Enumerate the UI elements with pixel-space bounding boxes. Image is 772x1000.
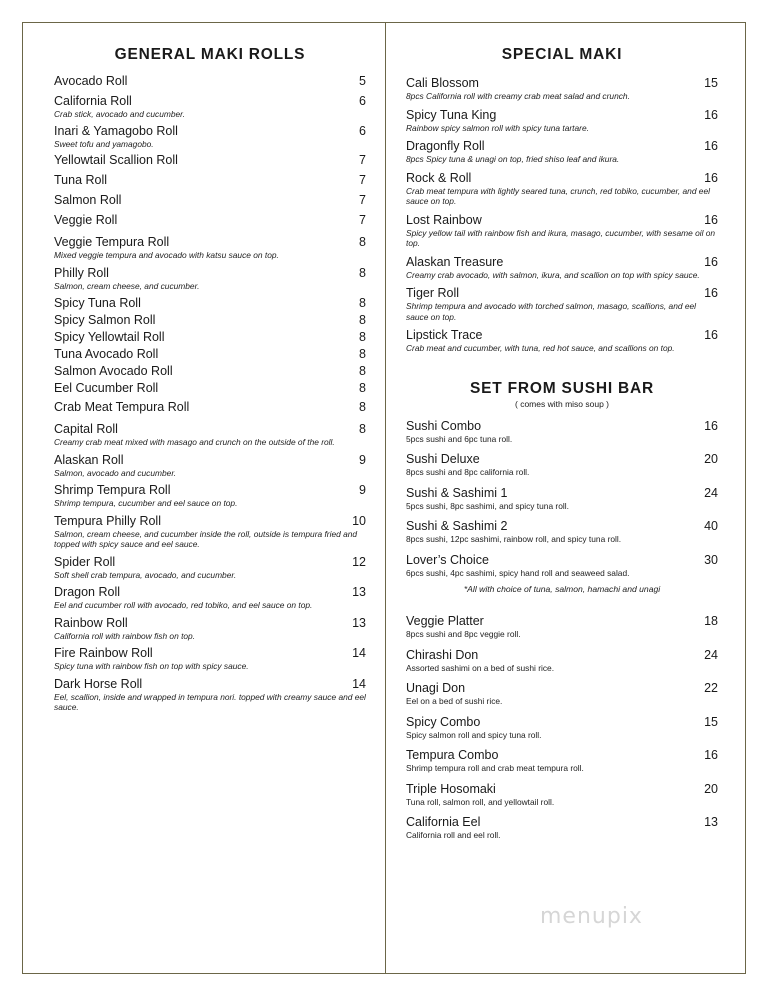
menu-item xyxy=(54,153,366,168)
item-description: Spicy yellow tail with rainbow fish and ikura, masago, cucumber, with sesame oil on top. xyxy=(406,227,716,248)
menu-item xyxy=(54,555,366,581)
item-name: California Roll xyxy=(54,94,132,108)
item-name: Alaskan Roll xyxy=(54,452,124,467)
item-description: Salmon, cream cheese, and cucumber inside the roll, outside is tempura fried and topped with spicy sauce and eel sauce. xyxy=(54,528,358,549)
item-name: Tempura Philly Roll xyxy=(54,513,161,528)
menu-item xyxy=(406,782,718,808)
item-name: Capital Roll xyxy=(54,422,118,436)
item-name: Alaskan Treasure xyxy=(406,254,504,269)
item-description: Rainbow spicy salmon roll with spicy tuna tartare. xyxy=(406,122,589,133)
item-description: 8pcs sushi, 12pc sashimi, rainbow roll, and spicy tuna roll. xyxy=(406,534,622,544)
section-title-general-maki: GENERAL MAKI ROLLS xyxy=(114,46,306,63)
item-description: 8pcs Spicy tuna & unagi on top, fried shiso leaf and ikura. xyxy=(406,154,620,164)
item-description: Crab stick, avocado and cucumber. xyxy=(54,109,185,119)
menu-item xyxy=(54,616,366,642)
menu-item xyxy=(54,74,366,89)
item-name: Sushi Deluxe xyxy=(406,452,480,466)
menu-item xyxy=(54,266,366,292)
item-name: Spicy Combo xyxy=(406,714,481,729)
item-price: 12 xyxy=(352,554,366,569)
item-price: 6 xyxy=(359,123,366,138)
menu-item xyxy=(54,400,366,415)
item-price: 24 xyxy=(704,647,718,662)
item-description: Eel on a bed of sushi rice. xyxy=(406,696,503,706)
item-price: 7 xyxy=(359,193,366,207)
menu-item xyxy=(406,419,718,445)
item-description: Crab meat and cucumber, with tuna, red hot sauce, and scallions on top. xyxy=(406,343,675,353)
item-name: Lost Rainbow xyxy=(406,212,482,227)
menu-item xyxy=(406,139,718,165)
item-name: Chirashi Don xyxy=(406,647,479,662)
special-maki-list xyxy=(406,76,718,354)
item-description: Mixed veggie tempura and avocado with katsu sauce on top. xyxy=(54,250,279,260)
item-price: 8 xyxy=(359,265,366,280)
item-price: 8 xyxy=(359,400,366,414)
item-name: Lover’s Choice xyxy=(406,552,489,567)
item-name: California Eel xyxy=(406,815,481,829)
menu-item xyxy=(406,255,718,281)
menu-item xyxy=(406,553,718,579)
item-name: Eel Cucumber Roll xyxy=(54,381,159,395)
menu-item xyxy=(54,422,366,448)
menu-item xyxy=(54,330,366,345)
item-description: 8pcs sushi and 8pc veggie roll. xyxy=(406,629,521,639)
choice-note: *All with choice of tuna, salmon, hamachi and unagi xyxy=(463,584,661,594)
item-price: 16 xyxy=(704,107,718,122)
item-description: Assorted sashimi on a bed of sushi rice. xyxy=(406,662,555,673)
item-name: Dragonfly Roll xyxy=(406,139,485,153)
item-description: Spicy salmon roll and spicy tuna roll. xyxy=(406,729,542,740)
item-description: 8pcs California roll with creamy crab meat salad and crunch. xyxy=(406,91,630,101)
item-name: Shrimp Tempura Roll xyxy=(54,483,171,497)
sushi-bar-section xyxy=(406,380,718,841)
item-price: 16 xyxy=(704,328,718,342)
item-price: 8 xyxy=(359,381,366,395)
item-description: Salmon, cream cheese, and cucumber. xyxy=(54,280,200,291)
item-name: Philly Roll xyxy=(54,265,109,280)
item-name: Yellowtail Scallion Roll xyxy=(54,153,178,167)
sushi-bar-list-a xyxy=(406,419,718,579)
item-name: Triple Hosomaki xyxy=(406,781,496,796)
menu-item xyxy=(54,381,366,396)
item-description: Tuna roll, salmon roll, and yellowtail roll. xyxy=(406,796,555,807)
item-name: Avocado Roll xyxy=(54,74,128,88)
item-price: 13 xyxy=(704,815,718,829)
item-price: 20 xyxy=(704,781,718,796)
item-name: Unagi Don xyxy=(406,681,466,695)
item-name: Fire Rainbow Roll xyxy=(54,646,153,660)
menu-item xyxy=(406,748,718,774)
item-price: 6 xyxy=(359,94,366,108)
item-price: 9 xyxy=(359,483,366,497)
special-maki-section xyxy=(406,46,718,849)
item-name: Veggie Platter xyxy=(406,614,484,628)
menu-item xyxy=(54,213,366,228)
menu-item xyxy=(54,364,366,379)
item-name: Tuna Avocado Roll xyxy=(54,347,159,361)
menu-item xyxy=(406,715,718,741)
menu-item xyxy=(406,815,718,841)
item-name: Crab Meat Tempura Roll xyxy=(54,400,190,414)
menu-item xyxy=(54,347,366,362)
menu-item xyxy=(54,173,366,188)
item-price: 5 xyxy=(359,74,366,88)
item-name: Sushi & Sashimi 1 xyxy=(406,485,508,500)
item-name: Tiger Roll xyxy=(406,286,460,300)
menu-item xyxy=(406,328,718,354)
menu-item xyxy=(406,286,718,322)
item-description: California roll and eel roll. xyxy=(406,830,501,840)
menu-item xyxy=(406,614,718,640)
menu-item xyxy=(54,514,366,550)
item-price: 14 xyxy=(352,646,366,660)
item-name: Cali Blossom xyxy=(406,76,479,90)
item-price: 40 xyxy=(704,519,718,533)
menu-item xyxy=(54,677,366,713)
item-price: 16 xyxy=(704,170,718,185)
item-name: Lipstick Trace xyxy=(406,328,483,342)
menu-item xyxy=(54,313,366,328)
item-description: Shrimp tempura roll and crab meat tempura roll. xyxy=(406,763,584,773)
item-price: 8 xyxy=(359,422,366,436)
menu-item xyxy=(54,193,366,208)
item-price: 14 xyxy=(352,676,366,691)
menu-item xyxy=(406,648,718,674)
item-price: 18 xyxy=(704,614,718,628)
menu-item xyxy=(406,519,718,545)
item-description: California roll with rainbow fish on top. xyxy=(54,630,196,641)
menu-item xyxy=(406,171,718,207)
item-description: Spicy tuna with rainbow fish on top with spicy sauce. xyxy=(54,661,249,671)
sushi-bar-list-b xyxy=(406,614,718,841)
menu-item xyxy=(54,585,366,611)
item-price: 24 xyxy=(704,485,718,500)
item-description: Salmon, avocado and cucumber. xyxy=(54,467,177,478)
item-description: Crab meat tempura with lightly seared tuna, crunch, red tobiko, cucumber, and eel sauce on top. xyxy=(406,185,710,206)
item-price: 7 xyxy=(359,213,366,227)
item-description: 6pcs sushi, 4pc sashimi, spicy hand roll and seaweed salad. xyxy=(406,567,630,578)
menu-item xyxy=(54,453,366,479)
section-title-sushi-bar: SET FROM SUSHI BAR xyxy=(469,379,655,397)
watermark-logo: menupix xyxy=(540,904,643,929)
item-price: 7 xyxy=(359,153,366,167)
item-name: Spicy Tuna Roll xyxy=(54,296,141,310)
item-price: 15 xyxy=(704,714,718,729)
menu-item xyxy=(406,486,718,512)
item-price: 10 xyxy=(352,513,366,528)
item-price: 30 xyxy=(704,552,718,567)
item-price: 8 xyxy=(359,347,366,361)
section-subtitle-sushi-bar: ( comes with miso soup ) xyxy=(515,398,609,409)
item-name: Salmon Avocado Roll xyxy=(54,364,173,378)
general-maki-list xyxy=(54,74,366,713)
item-name: Sushi Combo xyxy=(406,418,482,433)
item-price: 8 xyxy=(359,296,366,310)
menu-item xyxy=(54,124,366,150)
menu-item xyxy=(406,213,718,249)
item-name: Spider Roll xyxy=(54,554,116,569)
item-price: 8 xyxy=(359,313,366,327)
section-title-special-maki: SPECIAL MAKI xyxy=(501,46,623,63)
item-name: Inari & Yamagobo Roll xyxy=(54,123,178,138)
item-name: Veggie Tempura Roll xyxy=(54,235,170,249)
item-name: Salmon Roll xyxy=(54,193,122,207)
item-price: 9 xyxy=(359,452,366,467)
item-price: 16 xyxy=(704,212,718,227)
menu-item xyxy=(406,108,718,134)
item-price: 16 xyxy=(704,139,718,153)
item-description: Sweet tofu and yamagobo. xyxy=(54,138,154,149)
menu-item xyxy=(406,452,718,478)
item-name: Dark Horse Roll xyxy=(54,676,143,691)
menu-item xyxy=(54,94,366,120)
item-description: Creamy crab avocado, with salmon, ikura, and scallion on top with spicy sauce. xyxy=(406,269,700,280)
menu-item xyxy=(406,76,718,102)
item-name: Tempura Combo xyxy=(406,748,499,762)
menu-item xyxy=(54,483,366,509)
item-price: 7 xyxy=(359,173,366,187)
item-description: Creamy crab meat mixed with masago and crunch on the outside of the roll. xyxy=(54,437,335,447)
item-name: Tuna Roll xyxy=(54,173,108,187)
item-description: Shrimp tempura and avocado with torched salmon, masago, scallions, and eel sauce on top. xyxy=(406,301,697,322)
menu-item xyxy=(54,646,366,672)
menu-item xyxy=(406,681,718,707)
item-description: Eel, scallion, inside and wrapped in tempura nori. topped with creamy sauce and eel sauce. xyxy=(54,691,366,712)
item-name: Sushi & Sashimi 2 xyxy=(406,519,508,533)
item-name: Spicy Tuna King xyxy=(406,107,497,122)
item-description: 5pcs sushi and 6pc tuna roll. xyxy=(406,433,513,444)
item-name: Dragon Roll xyxy=(54,585,121,599)
item-price: 8 xyxy=(359,330,366,344)
item-name: Spicy Yellowtail Roll xyxy=(54,330,165,344)
item-price: 13 xyxy=(352,585,366,599)
item-description: 5pcs sushi, 8pc sashimi, and spicy tuna roll. xyxy=(406,500,569,511)
item-name: Veggie Roll xyxy=(54,213,118,227)
item-price: 16 xyxy=(704,418,718,433)
item-name: Rainbow Roll xyxy=(54,615,128,630)
item-price: 22 xyxy=(704,681,718,695)
item-price: 20 xyxy=(704,452,718,466)
item-price: 16 xyxy=(704,286,718,300)
item-price: 8 xyxy=(359,235,366,249)
item-price: 15 xyxy=(704,76,718,90)
item-description: Soft shell crab tempura, avocado, and cucumber. xyxy=(54,569,237,580)
menu-item xyxy=(54,235,366,261)
item-name: Rock & Roll xyxy=(406,170,472,185)
general-maki-section xyxy=(54,46,366,718)
item-price: 16 xyxy=(704,748,718,762)
menu-item xyxy=(54,296,366,311)
item-description: Eel and cucumber roll with avocado, red tobiko, and eel sauce on top. xyxy=(54,600,313,610)
item-description: Shrimp tempura, cucumber and eel sauce on top. xyxy=(54,498,238,508)
item-price: 13 xyxy=(352,615,366,630)
item-description: 8pcs sushi and 8pc california roll. xyxy=(406,467,530,477)
column-divider xyxy=(385,22,386,974)
item-name: Spicy Salmon Roll xyxy=(54,313,156,327)
item-price: 8 xyxy=(359,364,366,378)
item-price: 16 xyxy=(704,254,718,269)
